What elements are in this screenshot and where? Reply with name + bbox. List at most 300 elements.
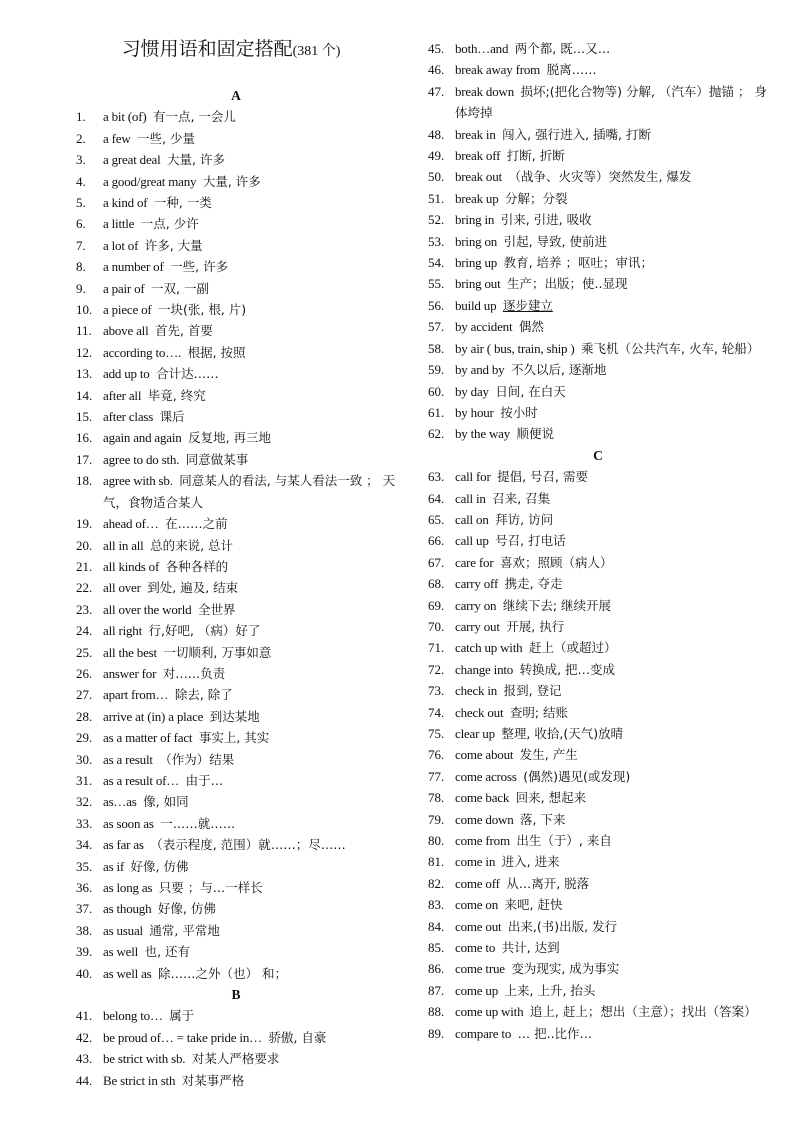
english-phrase: all right [103, 623, 142, 639]
chinese-meaning: 引来, 引进, 吸收 [500, 212, 592, 228]
english-phrase: according to…. [103, 344, 182, 360]
english-phrase: come out [455, 918, 502, 934]
chinese-meaning: 像, 如同 [143, 794, 189, 810]
english-phrase: Be strict in sth [103, 1072, 176, 1088]
section-heading: A [231, 88, 241, 103]
phrase-entry [76, 149, 396, 170]
english-phrase: again and again [103, 430, 182, 446]
entry-number: 45. [428, 41, 445, 56]
english-phrase: as well as [103, 965, 152, 981]
right-column [428, 38, 768, 1044]
entry-number: 33. [76, 815, 93, 831]
phrase-entry [428, 937, 768, 958]
phrase-entry [76, 470, 396, 513]
phrase-entry [76, 128, 396, 149]
entry-number: 36. [76, 880, 93, 896]
english-phrase: all in all [103, 537, 144, 553]
chinese-meaning: 一切顺利, 万事如意 [163, 644, 272, 660]
phrase-entry [76, 342, 396, 363]
chinese-meaning: 变为现实, 成为事实 [511, 961, 620, 977]
chinese-meaning: 号召, 打电话 [495, 533, 566, 549]
chinese-meaning: 反复地, 再三地 [188, 430, 272, 446]
english-phrase: break off [455, 148, 501, 164]
phrase-entry [428, 787, 768, 808]
chinese-meaning: 好像, 仿佛 [157, 901, 216, 917]
chinese-meaning: 出生（于）, 来自 [516, 833, 612, 849]
chinese-meaning: 提倡, 号召, 需要 [497, 469, 588, 485]
chinese-meaning: 有一点, 一会儿 [152, 109, 236, 125]
chinese-meaning: 落, 下来 [520, 811, 566, 827]
chinese-meaning: 携走, 夺走 [504, 576, 563, 592]
english-phrase: be strict with sb. [103, 1051, 186, 1067]
chinese-meaning: 对……负责 [162, 665, 226, 681]
entry-number: 68. [428, 576, 445, 592]
phrase-entry [76, 599, 396, 620]
chinese-meaning: 一……就…… [160, 815, 236, 831]
phrase-entry [428, 744, 768, 765]
phrase-entry [428, 145, 768, 166]
entry-number: 19. [76, 516, 93, 532]
english-phrase: carry off [455, 576, 499, 592]
english-phrase: as far as [103, 837, 144, 853]
phrase-entry [76, 577, 396, 598]
chinese-meaning: 对某人严格要求 [191, 1051, 280, 1067]
chinese-meaning: 一点, 少许 [140, 216, 199, 232]
entry-number: 72. [428, 661, 445, 677]
entry-number: 55. [428, 276, 445, 292]
chinese-meaning: 引起, 导致, 使前进 [503, 233, 607, 249]
english-phrase: after all [103, 387, 142, 403]
chinese-meaning: 全世界 [197, 601, 236, 617]
phrase-entry [428, 124, 768, 145]
english-phrase: all over [103, 580, 141, 596]
entry-number: 88. [428, 1004, 445, 1020]
phrase-entry [428, 616, 768, 637]
english-phrase: break down [455, 83, 515, 99]
english-phrase: compare to [455, 1025, 512, 1041]
phrase-entry [428, 316, 768, 337]
chinese-meaning: 打断, 折断 [506, 148, 565, 164]
entry-number: 5. [76, 195, 86, 211]
phrase-entry [76, 256, 396, 277]
entry-number: 39. [76, 944, 93, 960]
english-phrase: bring out [455, 276, 501, 292]
chinese-meaning: 乘飞机（公共汽车, 火车, 轮船） [581, 340, 760, 356]
english-phrase: as if [103, 858, 125, 874]
phrase-entry [76, 663, 396, 684]
phrase-entry [428, 509, 768, 530]
chinese-meaning: 进入, 进来 [501, 854, 560, 870]
chinese-meaning: 顺便说 [516, 426, 555, 442]
english-phrase: by air ( bus, train, ship ) [455, 340, 575, 356]
english-phrase: a kind of [103, 195, 148, 211]
phrase-entry [76, 278, 396, 299]
phrase-entry [428, 402, 768, 423]
entry-number: 32. [76, 794, 93, 810]
chinese-meaning: 总的来说, 总计 [150, 537, 234, 553]
chinese-meaning: 大量, 许多 [202, 173, 261, 189]
chinese-meaning: 也, 还有 [144, 944, 191, 960]
english-phrase: come on [455, 897, 499, 913]
phrase-entry [428, 916, 768, 937]
entry-number: 73. [428, 683, 445, 699]
phrase-entry [428, 680, 768, 701]
english-phrase: a bit (of) [103, 109, 147, 125]
chinese-meaning: 开展, 执行 [506, 618, 565, 634]
chinese-meaning: 许多, 大量 [144, 237, 203, 253]
entry-number: 67. [428, 554, 445, 570]
english-phrase: by accident [455, 319, 513, 335]
entry-number: 61. [428, 404, 445, 420]
entry-number: 13. [76, 366, 93, 382]
english-phrase: come down [455, 811, 514, 827]
phrase-entry [428, 809, 768, 830]
entry-number: 37. [76, 901, 93, 917]
entry-number: 71. [428, 640, 445, 656]
entry-number: 62. [428, 426, 445, 442]
phrase-entry [76, 320, 396, 341]
entry-number: 34. [76, 837, 93, 853]
english-phrase: a number of [103, 259, 164, 275]
chinese-meaning: 骄傲, 自豪 [268, 1029, 327, 1045]
entry-number: 64. [428, 490, 445, 506]
phrase-entry [76, 727, 396, 748]
chinese-meaning: 转换成, 把…变成 [519, 661, 616, 677]
phrase-entry [428, 38, 768, 59]
phrase-entry [76, 513, 396, 534]
chinese-meaning: 到达某地 [209, 708, 260, 724]
entry-number: 59. [428, 362, 445, 378]
entry-number: 69. [428, 597, 445, 613]
chinese-meaning: 偶然 [518, 319, 544, 335]
english-phrase: build up [455, 297, 497, 313]
entry-number: 40. [76, 965, 93, 981]
chinese-meaning: 一双, 一副 [151, 280, 209, 296]
phrase-entry [428, 552, 768, 573]
phrase-entry [428, 466, 768, 487]
phrase-entry [76, 1027, 396, 1048]
chinese-meaning: 召来, 召集 [492, 490, 551, 506]
english-phrase: arrive at (in) a place [103, 708, 204, 724]
entry-number: 11. [76, 323, 92, 339]
entry-number: 82. [428, 875, 445, 891]
phrase-entry [428, 530, 768, 551]
phrase-entry [76, 877, 396, 898]
entry-number: 24. [76, 623, 93, 639]
entry-number: 27. [76, 687, 93, 703]
english-phrase: a little [103, 216, 135, 232]
entry-number: 41. [76, 1008, 93, 1024]
phrase-entry [76, 556, 396, 577]
entry-number: 74. [428, 704, 445, 720]
english-phrase: as though [103, 901, 152, 917]
entry-number: 1. [76, 109, 86, 125]
phrase-entry [428, 359, 768, 380]
page-title [66, 38, 396, 61]
phrase-entry [428, 273, 768, 294]
chinese-meaning: （作为）结果 [159, 751, 235, 767]
entry-number: 76. [428, 747, 445, 763]
entry-number: 15. [76, 409, 93, 425]
english-phrase: apart from… [103, 687, 169, 703]
chinese-meaning: 继续下去; 继续开展 [502, 597, 612, 613]
chinese-meaning: (偶然)遇见(或发现) [523, 768, 631, 784]
section-heading: B [231, 987, 241, 1003]
entry-number: 12. [76, 344, 93, 360]
english-phrase: call in [455, 490, 486, 506]
entry-number: 86. [428, 961, 445, 977]
entry-number: 22. [76, 580, 93, 596]
entry-number: 46. [428, 62, 445, 78]
entry-number: 23. [76, 601, 93, 617]
chinese-meaning: 损坏;(把化合物等) 分解, （汽车）抛锚 ； 身体垮掉 [455, 83, 767, 121]
entry-number: 44. [76, 1072, 93, 1088]
entry-number: 65. [428, 511, 445, 527]
chinese-meaning: 通常, 平常地 [149, 922, 220, 938]
english-phrase: as…as [103, 794, 137, 810]
left-column [76, 38, 396, 1091]
phrase-entry [76, 363, 396, 384]
phrase-entry [428, 488, 768, 509]
english-phrase: all the best [103, 644, 157, 660]
english-phrase: by day [455, 383, 489, 399]
chinese-meaning: 生产；出版；使..显现 [507, 276, 628, 292]
entry-number: 58. [428, 340, 445, 356]
phrase-entry [76, 770, 396, 791]
phrase-entry [428, 295, 768, 316]
english-phrase: all over the world [103, 601, 192, 617]
phrase-entry [428, 873, 768, 894]
chinese-meaning: 共计, 达到 [501, 940, 560, 956]
english-phrase: come from [455, 833, 510, 849]
phrase-entry [76, 235, 396, 256]
entry-number: 28. [76, 708, 93, 724]
chinese-meaning: 报到, 登记 [503, 683, 562, 699]
entry-number: 81. [428, 854, 445, 870]
section-heading: C [593, 447, 603, 463]
phrase-entry [76, 856, 396, 877]
english-phrase: come up [455, 982, 499, 998]
entry-number: 89. [428, 1025, 445, 1041]
phrase-entry [76, 920, 396, 941]
phrase-entry [76, 898, 396, 919]
phrase-entry [76, 813, 396, 834]
entry-number: 56. [428, 297, 445, 313]
phrase-entry [76, 963, 396, 984]
entry-number: 70. [428, 618, 445, 634]
english-phrase: come back [455, 790, 510, 806]
entry-number: 79. [428, 811, 445, 827]
entry-number: 49. [428, 148, 445, 164]
chinese-meaning: 两个都, 既…又… [514, 41, 611, 56]
title-text: 习惯用语和固定搭配 [121, 39, 293, 60]
english-phrase: break away from [455, 62, 541, 78]
chinese-meaning: 到处, 遍及, 结束 [147, 580, 239, 596]
english-phrase: agree to do sth. [103, 451, 180, 467]
english-phrase: a great deal [103, 152, 161, 168]
entry-number: 63. [428, 469, 445, 485]
english-phrase: bring up [455, 255, 498, 271]
phrase-entry [76, 535, 396, 556]
entry-number: 35. [76, 858, 93, 874]
entry-number: 7. [76, 237, 86, 253]
english-phrase: call up [455, 533, 489, 549]
phrase-entry [76, 941, 396, 962]
phrase-entry [428, 252, 768, 273]
chinese-meaning: 一块(张, 根, 片) [158, 302, 247, 318]
entry-number: 38. [76, 922, 93, 938]
entry-number: 42. [76, 1029, 93, 1045]
chinese-meaning: 一些, 许多 [170, 259, 229, 275]
english-phrase: ahead of… [103, 516, 159, 532]
chinese-meaning: 拜访, 访问 [495, 511, 554, 527]
chinese-meaning: 教育, 培养 ；呕吐；审讯； [503, 255, 654, 271]
english-phrase: a lot of [103, 237, 139, 253]
phrase-entry [76, 684, 396, 705]
chinese-meaning: 来吧, 赶快 [504, 897, 563, 913]
chinese-meaning: 不久以后, 逐渐地 [510, 362, 607, 378]
chinese-meaning: 日间, 在白天 [495, 383, 566, 399]
chinese-meaning: （战争、火灾等）突然发生, 爆发 [508, 169, 692, 185]
english-phrase: come across [455, 768, 517, 784]
english-phrase: call on [455, 511, 489, 527]
english-phrase: as a result [103, 751, 153, 767]
chinese-meaning: 行,好吧, （病）好了 [148, 623, 261, 639]
chinese-meaning: 由于… [185, 772, 224, 788]
chinese-meaning: 一种, 一类 [153, 195, 212, 211]
phrase-entry [76, 385, 396, 406]
english-phrase: by hour [455, 404, 494, 420]
chinese-meaning: 事实上, 其实 [198, 730, 270, 746]
english-phrase: as well [103, 944, 139, 960]
entry-number: 47. [428, 83, 445, 99]
chinese-meaning: 出来,(书)出版, 发行 [507, 918, 618, 934]
chinese-meaning: （表示程度, 范围）就……；尽…… [150, 837, 346, 853]
chinese-meaning: 除去, 除了 [174, 687, 233, 703]
english-phrase: come up with [455, 1004, 524, 1020]
phrase-entry [76, 1048, 396, 1069]
chinese-meaning: 脱离…… [546, 62, 597, 78]
english-phrase: all kinds of [103, 558, 160, 574]
chinese-meaning: 一些, 少量 [137, 130, 195, 146]
entry-number: 21. [76, 558, 93, 574]
english-phrase: as soon as [103, 815, 154, 831]
english-phrase: a pair of [103, 280, 145, 296]
chinese-meaning: … 把..比作… [517, 1025, 593, 1041]
entry-number: 54. [428, 255, 445, 271]
english-phrase: call for [455, 469, 491, 485]
english-phrase: carry on [455, 597, 497, 613]
english-phrase: both…and [455, 41, 509, 56]
entry-number: 60. [428, 383, 445, 399]
english-phrase: clear up [455, 725, 495, 741]
entry-number: 50. [428, 169, 445, 185]
chinese-meaning: 课后 [159, 409, 185, 425]
entry-number: 77. [428, 768, 445, 784]
entry-number: 16. [76, 430, 93, 446]
english-phrase: care for [455, 554, 494, 570]
entry-number: 26. [76, 665, 93, 681]
phrase-entry [76, 427, 396, 448]
chinese-meaning: 闯入, 强行进入, 插嘴, 打断 [502, 126, 651, 142]
chinese-meaning: 喜欢；照顾（病人） [499, 554, 613, 570]
entry-number: 43. [76, 1051, 93, 1067]
english-phrase: after class [103, 409, 154, 425]
entry-number: 8. [76, 259, 86, 275]
phrase-entry [76, 213, 396, 234]
english-phrase: by the way [455, 426, 511, 442]
chinese-meaning: 只要 ；与…一样长 [158, 880, 263, 896]
english-phrase: bring in [455, 212, 495, 228]
phrase-entry [428, 659, 768, 680]
phrase-entry [76, 749, 396, 770]
phrase-entry [428, 381, 768, 402]
chinese-meaning: 按小时 [500, 404, 538, 420]
chinese-meaning: 对某事严格 [181, 1072, 245, 1088]
entry-number: 48. [428, 126, 445, 142]
chinese-meaning: 查明; 结账 [509, 704, 569, 720]
english-phrase: carry out [455, 618, 500, 634]
chinese-meaning: 各种各样的 [165, 558, 229, 574]
entry-number: 78. [428, 790, 445, 806]
chinese-meaning: 分解；分裂 [505, 190, 568, 206]
english-phrase: come to [455, 940, 496, 956]
entry-number: 3. [76, 152, 86, 168]
chinese-meaning: 首先, 首要 [154, 323, 213, 339]
english-phrase: be proud of… = take pride in… [103, 1029, 262, 1045]
phrase-entry [428, 1023, 768, 1044]
entry-number: 84. [428, 918, 445, 934]
chinese-meaning: 发生, 产生 [519, 747, 578, 763]
chinese-meaning: 毕竟, 终究 [147, 387, 206, 403]
phrase-entry [428, 423, 768, 444]
phrase-entry [428, 59, 768, 80]
chinese-meaning: 上来, 上升, 抬头 [504, 982, 596, 998]
chinese-meaning: 追上, 赶上；想出（主意）；找出（答案） [529, 1004, 757, 1020]
right-phrase-list [428, 38, 768, 1044]
entry-number: 30. [76, 751, 93, 767]
phrase-entry [76, 791, 396, 812]
entry-number: 52. [428, 212, 445, 228]
english-phrase: come about [455, 747, 514, 763]
entry-number: 53. [428, 233, 445, 249]
chinese-meaning: 除……之外（也） 和； [158, 965, 288, 981]
english-phrase: a few [103, 130, 131, 146]
chinese-meaning: 好像, 仿佛 [130, 858, 189, 874]
entry-number: 4. [76, 173, 86, 189]
entry-number: 85. [428, 940, 445, 956]
chinese-meaning: 合计达…… [156, 366, 219, 382]
chinese-meaning: 回来, 想起来 [515, 790, 587, 806]
chinese-meaning: 赶上（或超过） [528, 640, 617, 656]
entry-number: 14. [76, 387, 93, 403]
chinese-meaning [503, 298, 553, 313]
entry-number: 2. [76, 130, 86, 146]
english-phrase: break in [455, 126, 496, 142]
phrase-entry [428, 723, 768, 744]
phrase-entry [428, 702, 768, 723]
phrase-entry [428, 209, 768, 230]
english-phrase: as a matter of fact [103, 730, 193, 746]
entry-number: 17. [76, 451, 93, 467]
phrase-entry [76, 1070, 396, 1091]
chinese-meaning: 同意某人的看法, 与某人看法一致 ； 天气，食物适合某人 [103, 473, 396, 510]
entry-number: 75. [428, 725, 445, 741]
chinese-meaning: 整理, 收拾,(天气)放晴 [501, 725, 624, 741]
phrase-entry [76, 620, 396, 641]
english-phrase: bring on [455, 233, 498, 249]
phrase-entry [428, 231, 768, 252]
